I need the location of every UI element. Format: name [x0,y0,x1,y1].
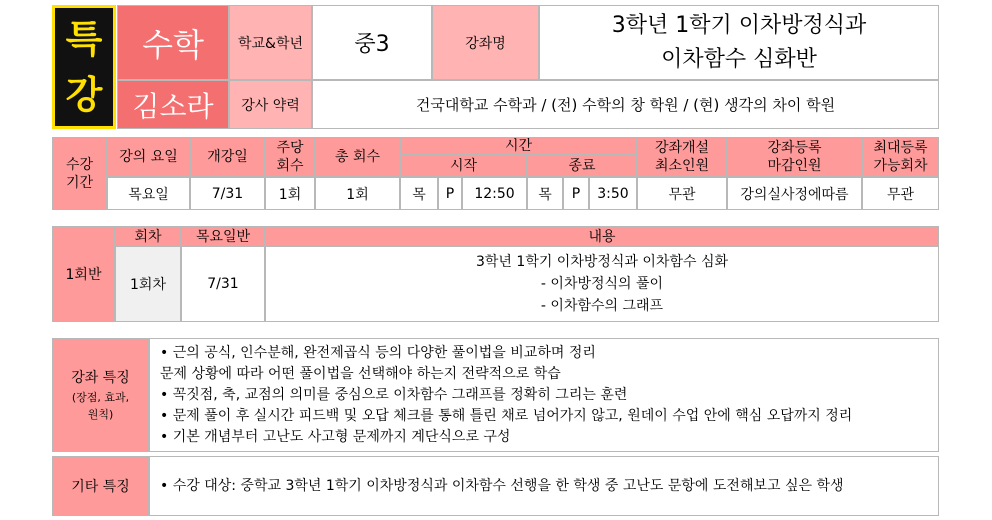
career-label: 강사 약력 [229,80,312,129]
course-title-line-2: 이차함수 심화반 [661,46,817,72]
feature-line-1: • 근의 공식, 인수분해, 완전제곱식 등의 다양한 풀이법을 비교하며 정리 [160,344,596,361]
header-total: 총 회수 [315,137,400,177]
value-start-day: 목 [400,177,438,210]
session-row-label: 1회반 [52,226,115,322]
content-line-1: 3학년 1학기 이차방정식과 이차함수 심화 [476,254,728,270]
header-per-week: 주당 회수 [265,137,315,177]
schedule-row-label: 수강 기간 [52,137,107,210]
school-grade-label: 학교&학년 [229,5,312,80]
header-min-students: 강좌개설 최소인원 [637,137,727,177]
teacher-name: 김소라 [117,80,229,129]
header-time: 시간 [400,137,637,155]
school-grade-value: 중3 [312,5,432,80]
features-label-cell [52,338,149,452]
value-day: 목요일 [107,177,190,210]
course-name-label: 강좌명 [432,5,539,80]
course-title [539,5,939,80]
features-label: 강좌 특징 [71,370,130,386]
value-total: 1회 [315,177,400,210]
feature-line-4: • 문제 풀이 후 실시간 피드백 및 오답 체크를 통해 틀린 채로 넘어가지 않고, 원데이 수업 안에 핵심 오답까지 정리 [160,407,853,424]
header-time-end: 종료 [527,155,637,177]
value-per-week: 1회 [265,177,315,210]
extra-line: • 수강 대상: 중학교 3학년 1학기 이차방정식과 이차함수 선행을 한 학생 중 고난도 문항에 도전해보고 싶은 학생 [160,477,844,494]
value-start-time: 12:50 [462,177,527,210]
special-lecture-badge [52,5,116,129]
feature-line-3: • 꼭짓점, 축, 교점의 의미를 중심으로 이차함수 그래프를 정확히 그리는 훈련 [160,386,628,403]
header-day: 강의 요일 [107,137,190,177]
badge-char-1: 특 [65,17,103,61]
header-time-start: 시작 [400,155,527,177]
value-start-date: 7/31 [190,177,265,210]
feature-line-5: • 기본 개념부터 고난도 사고형 문제까지 계단식으로 구성 [160,428,511,445]
header-max-sessions: 최대등록 가능회차 [862,137,939,177]
content-line-3: - 이차함수의 그래프 [540,298,664,314]
badge-char-2: 강 [65,73,103,117]
feature-line-2: 문제 상황에 따라 어떤 풀이법을 선택해야 하는지 전략적으로 학습 [160,365,561,382]
content-line-2: - 이차방정식의 풀이 [540,276,664,292]
session-number: 1회차 [115,246,181,322]
extra-content [149,456,939,516]
value-end-time: 3:50 [589,177,637,210]
value-deadline: 강의실사정에따름 [727,177,862,210]
features-sublabel: (장점, 효과, 원칙) [71,391,130,421]
extra-label: 기타 특징 [52,456,149,516]
career-value: 건국대학교 수학과 / (전) 수학의 창 학원 / (현) 생각의 차이 학원 [312,80,939,129]
header-start-date: 개강일 [190,137,265,177]
session-header-date: 목요일반 [181,226,265,246]
subject-title: 수학 [117,5,229,80]
features-content [149,338,939,452]
value-end-ampm: P [563,177,589,210]
value-start-ampm: P [438,177,462,210]
value-max-sessions: 무관 [862,177,939,210]
value-end-day: 목 [527,177,563,210]
value-min-students: 무관 [637,177,727,210]
header-deadline: 강좌등록 마감인원 [727,137,862,177]
session-header-content: 내용 [265,226,939,246]
session-content [265,246,939,322]
session-header-number: 회차 [115,226,181,246]
session-date: 7/31 [181,246,265,322]
course-title-line-1: 3학년 1학기 이차방정식과 [611,12,867,38]
